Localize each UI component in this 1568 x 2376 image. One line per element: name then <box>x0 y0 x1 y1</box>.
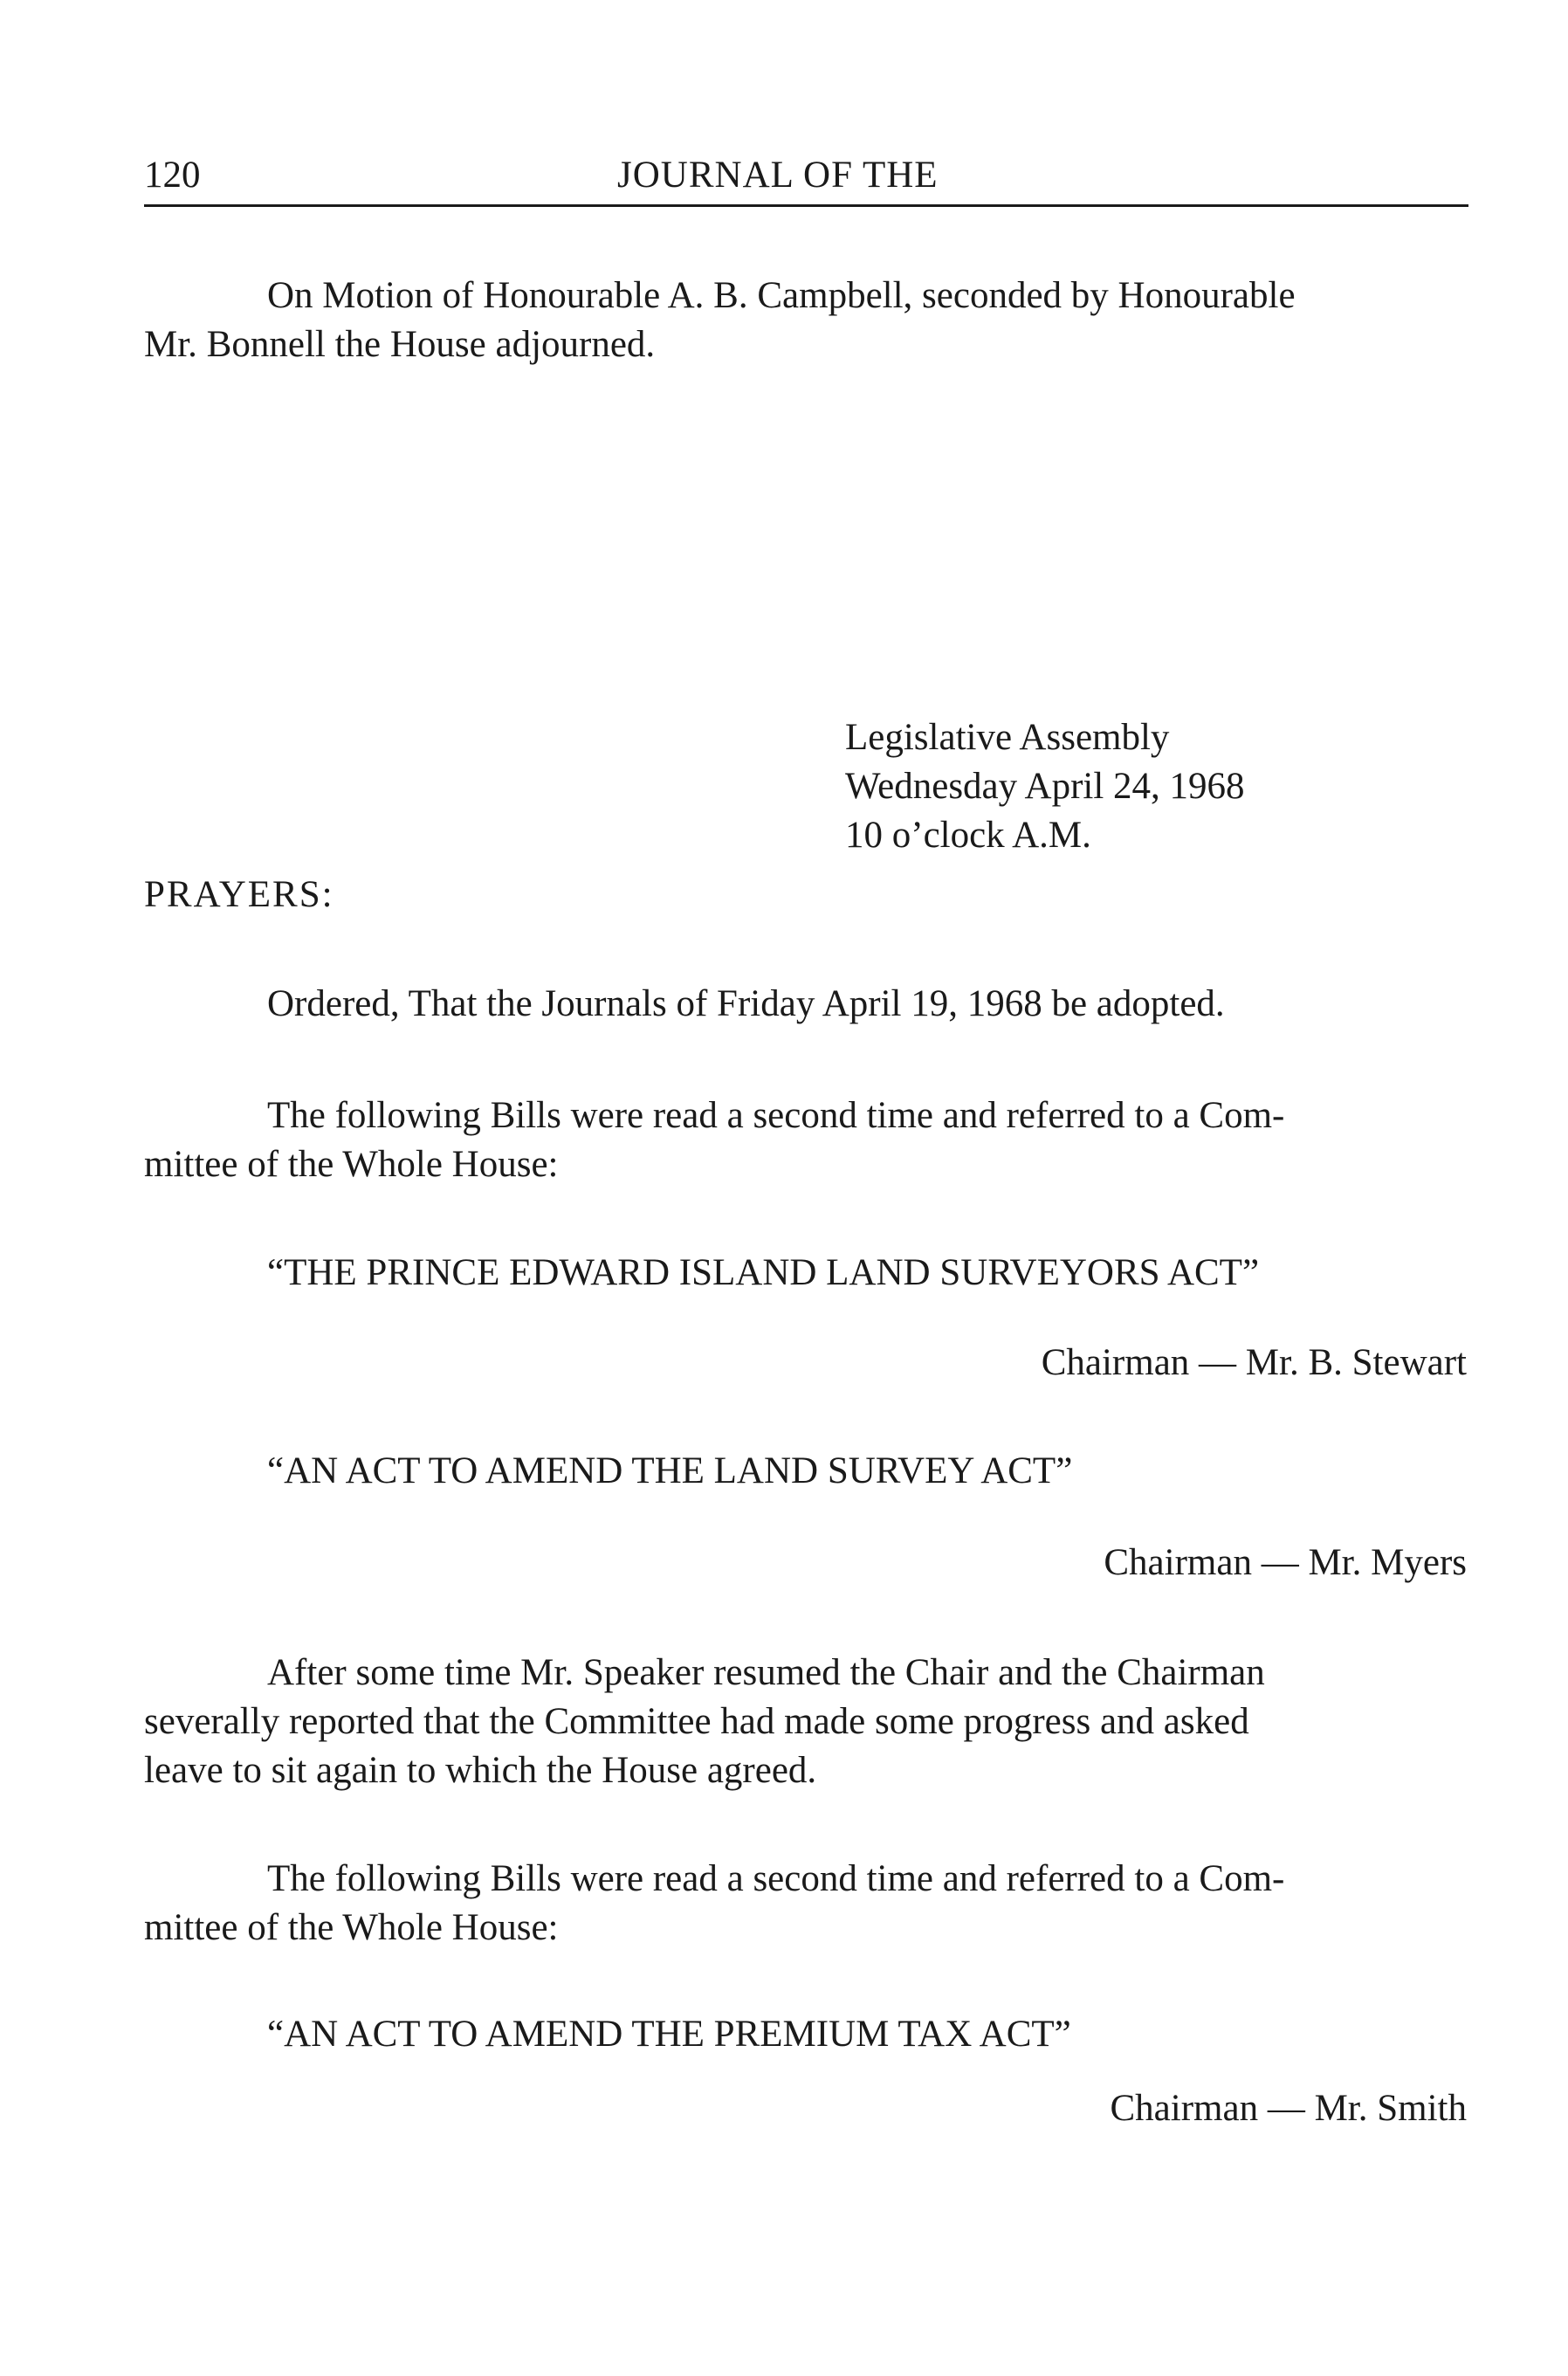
report-line-1: After some time Mr. Speaker resumed the Chair and the Chairman <box>267 1652 1265 1693</box>
motion-line-1: On Motion of Honourable A. B. Campbell, seconded by Honourable <box>267 275 1296 316</box>
second-reading-2-line-2: mittee of the Whole House: <box>144 1907 559 1948</box>
motion-line-2: Mr. Bonnell the House adjourned. <box>144 324 656 365</box>
bill-chairman: Chairman — Mr. Myers <box>1104 1542 1467 1583</box>
ordered-paragraph: Ordered, That the Journals of Friday April 19, 1968 be adopted. <box>267 983 1225 1024</box>
sitting-body: Legislative Assembly <box>845 717 1170 758</box>
bill-chairman: Chairman — Mr. Smith <box>1110 2088 1467 2129</box>
bill-chairman: Chairman — Mr. B. Stewart <box>1041 1342 1467 1383</box>
second-reading-1-line-1: The following Bills were read a second time and referred to a Com- <box>267 1095 1285 1136</box>
page-number: 120 <box>144 155 201 196</box>
report-line-2: severally reported that the Committee had made some progress and asked <box>144 1701 1249 1742</box>
prayers-heading: PRAYERS: <box>144 874 334 915</box>
report-line-3: leave to sit again to which the House agreed. <box>144 1750 817 1791</box>
bill-title: “AN ACT TO AMEND THE LAND SURVEY ACT” <box>267 1450 1073 1491</box>
bill-title: “AN ACT TO AMEND THE PREMIUM TAX ACT” <box>267 2014 1071 2055</box>
running-title: JOURNAL OF THE <box>617 155 939 196</box>
bill-title: “THE PRINCE EDWARD ISLAND LAND SURVEYORS ACT” <box>267 1252 1260 1293</box>
sitting-date: Wednesday April 24, 1968 <box>845 766 1245 807</box>
header-rule <box>144 204 1468 207</box>
second-reading-1-line-2: mittee of the Whole House: <box>144 1144 559 1185</box>
sitting-time: 10 o’clock A.M. <box>845 815 1091 856</box>
second-reading-2-line-1: The following Bills were read a second time and referred to a Com- <box>267 1858 1285 1899</box>
